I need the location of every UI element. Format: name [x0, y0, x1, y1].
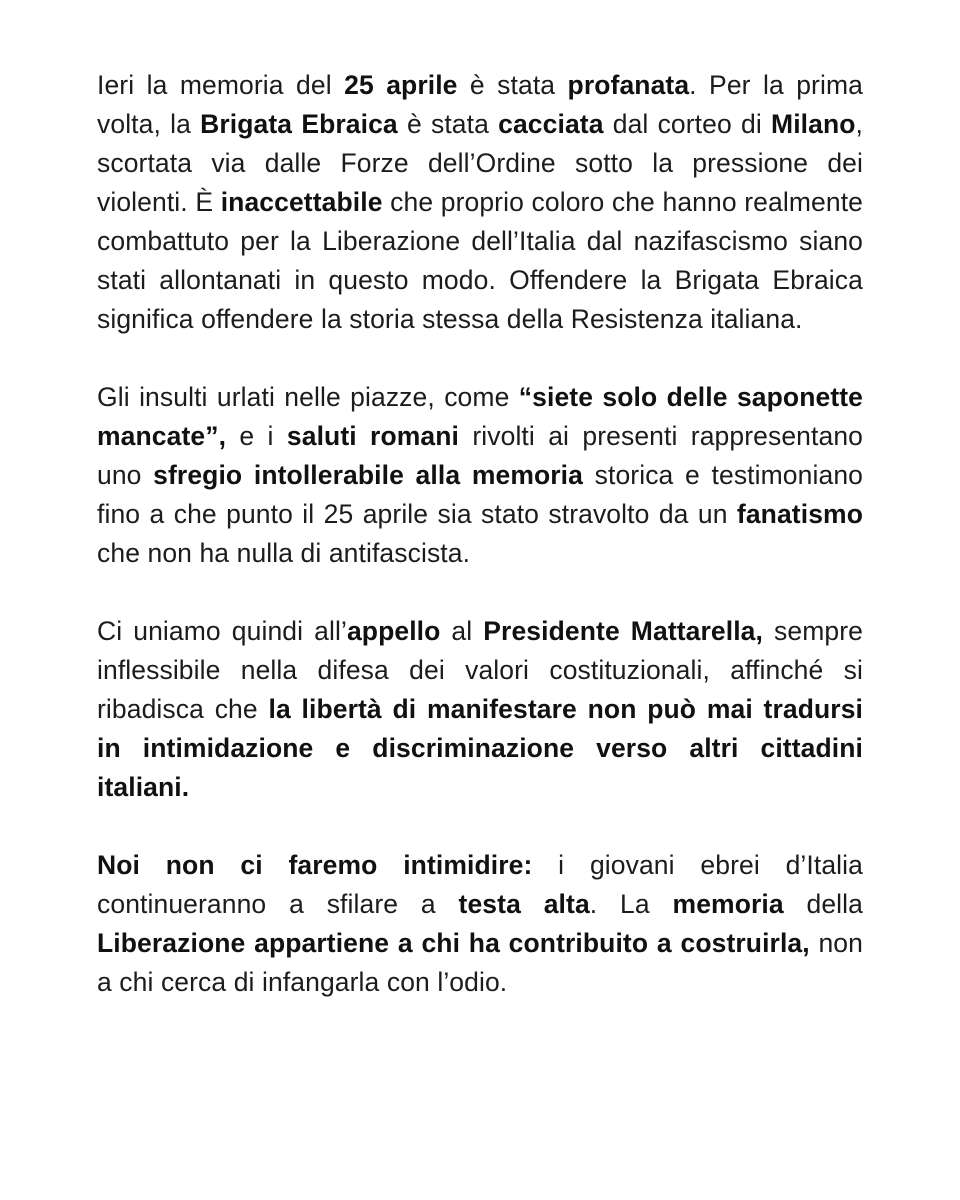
text-run: e i: [226, 421, 287, 451]
text-run: non a chi cerca di infangarla con l’odio.: [97, 928, 863, 997]
text-run: i giovani ebrei d’Italia continueranno a sfilare a: [97, 850, 863, 919]
emphasis-fanatismo: fanatismo: [736, 499, 863, 529]
emphasis-testa-alta: testa alta: [458, 889, 590, 919]
text-run: è stata: [457, 70, 568, 100]
emphasis-cacciata: cacciata: [498, 109, 604, 139]
paragraph-brigata-ebraica: [97, 66, 863, 339]
paragraph-intimidire: [97, 846, 863, 1002]
text-run: Ieri la memoria del: [97, 70, 345, 100]
paragraph-appello: [97, 612, 863, 807]
emphasis-saluti-romani: saluti romani: [286, 421, 459, 451]
emphasis-memoria: memoria: [672, 889, 784, 919]
statement-body: [97, 66, 863, 1002]
text-run: . Per la prima volta, la: [97, 70, 863, 139]
text-run: Ci uniamo quindi all’: [97, 616, 347, 646]
emphasis-25-aprile: 25 aprile: [344, 70, 458, 100]
text-run: è stata: [397, 109, 499, 139]
text-run: dal corteo di: [603, 109, 772, 139]
text-run: che non ha nulla di antifascista.: [97, 538, 471, 568]
emphasis-profanata: profanata: [567, 70, 690, 100]
emphasis-milano: Milano: [771, 109, 856, 139]
paragraph-insulti: [97, 378, 863, 573]
text-run: della: [783, 889, 863, 919]
emphasis-appello: appello: [346, 616, 441, 646]
emphasis-presidente-mattarella: Presidente Mattarella,: [483, 616, 763, 646]
text-run: rivolti ai presenti rappresentano uno: [97, 421, 863, 490]
emphasis-brigata-ebraica: Brigata Ebraica: [200, 109, 398, 139]
emphasis-liberta-di-manifestare: la libertà di manifestare non può mai tradursi in intimidazione e discriminazione verso altri cittadini italiani.: [97, 694, 864, 802]
emphasis-noi-non-ci-faremo-intimidire: Noi non ci faremo intimidire:: [97, 850, 533, 880]
text-run: al: [440, 616, 484, 646]
text-run: , scortata via dalle Forze dell’Ordine sotto la pressione dei violenti. È: [97, 109, 863, 217]
text-run: storica e testimoniano fino a che punto il 25 aprile sia stato stravolto da un: [97, 460, 863, 529]
emphasis-inaccettabile: inaccettabile: [220, 187, 383, 217]
emphasis-liberazione-appartiene: Liberazione appartiene a chi ha contribuito a costruirla,: [97, 928, 810, 958]
text-run: sempre inflessibile nella difesa dei valori costituzionali, affinché si ribadisca che: [97, 616, 863, 724]
emphasis-quote-insult: “siete solo delle saponette mancate”,: [97, 382, 864, 451]
text-run: che proprio coloro che hanno realmente combattuto per la Liberazione dell’Italia dal nazifascismo siano stati allontanati in questo modo. Offendere la Brigata Ebraica significa offendere la storia stessa della Resistenza italiana.: [97, 187, 863, 334]
text-run: . La: [589, 889, 673, 919]
emphasis-sfregio: sfregio intollerabile alla memoria: [153, 460, 583, 490]
text-run: Gli insulti urlati nelle piazze, come: [97, 382, 519, 412]
